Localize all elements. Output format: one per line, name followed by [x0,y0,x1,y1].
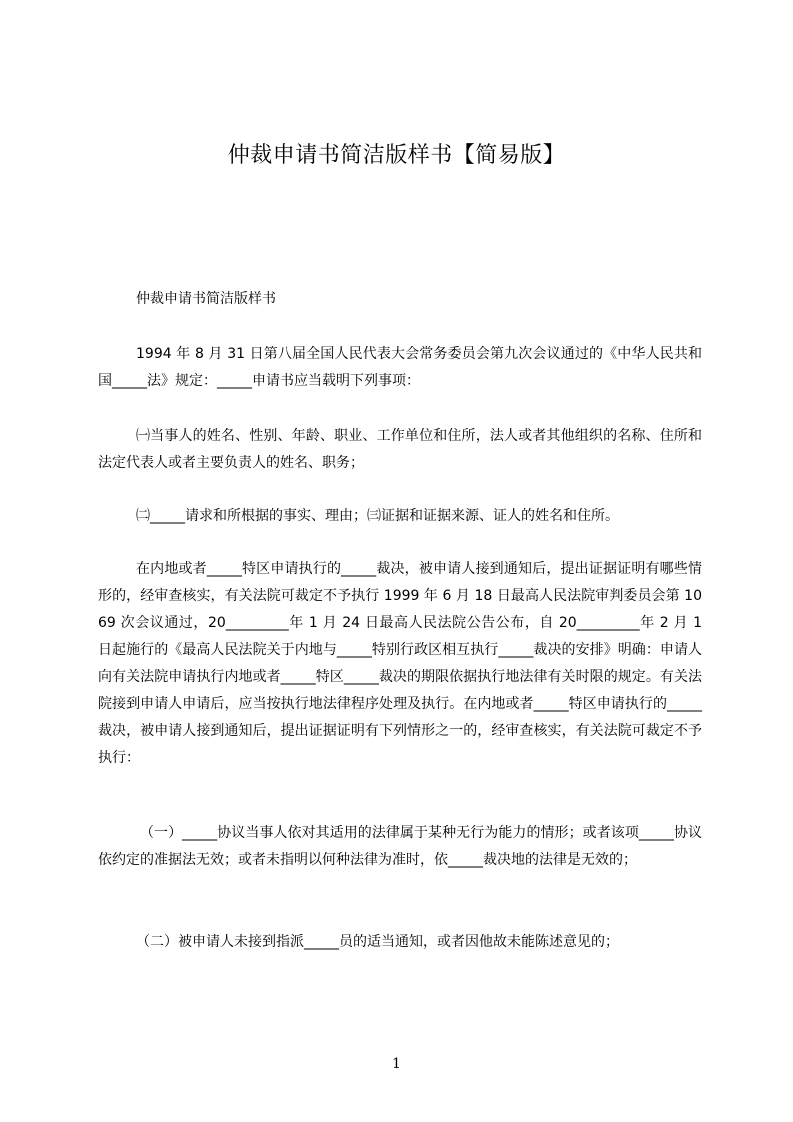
document-subtitle: 仲裁申请书简洁版样书 [136,291,276,307]
page-number: 1 [392,1056,401,1072]
paragraph-item-2-3: ㈡_____请求和所根据的事实、理由；㈢证据和证据来源、证人的姓名和住所。 [136,508,619,524]
paragraph-law-reference: 1994 年 8 月 31 日第八届全国人民代表大会常务委员会第九次会议通过的《中华人民共和国_____法》规定：_____申请书应当载明下列事项： [98,346,702,389]
paragraph-enforcement: 在内地或者_____特区申请执行的_____裁决，被申请人接到通知后，提出证据证明有哪些情形的，经审查核实，有关法院可裁定不予执行 1999 年 6 月 18 日最高人民法院审判委员会第 1069 次会议通过，20_________年 1 月 24 日最高人民法院公告公布，自 20_________年 2 月 1 日起施行的《最高人民法院关于内地与_____特别行政区相互执行_____裁决的安排》明确：申请人向有关法院申请执行内地或者_____特区_____裁决的期限依据执行地法律有关时限的规定。有关法院接到申请人申请后，应当按执行地法律程序处理及执行。在内地或者_____特区申请执行的_____裁决，被申请人接到通知后，提出证据证明有下列情形之一的，经审查核实，有关法院可裁定不予执行： [98,561,702,766]
document-title: 仲裁申请书简洁版样书【简易版】 [227,143,566,168]
paragraph-condition-1: （一）_____协议当事人依对其适用的法律属于某种无行为能力的情形；或者该项_____协议依约定的准据法无效；或者未指明以何种法律为准时，依_____裁决地的法律是无效的； [98,825,702,868]
paragraph-condition-2: （二）被申请人未接到指派_____员的适当通知，或者因他故未能陈述意见的； [136,934,619,950]
paragraph-item-1: ㈠当事人的姓名、性别、年龄、职业、工作单位和住所，法人或者其他组织的名称、住所和法定代表人或者主要负责人的姓名、职务； [98,428,702,471]
